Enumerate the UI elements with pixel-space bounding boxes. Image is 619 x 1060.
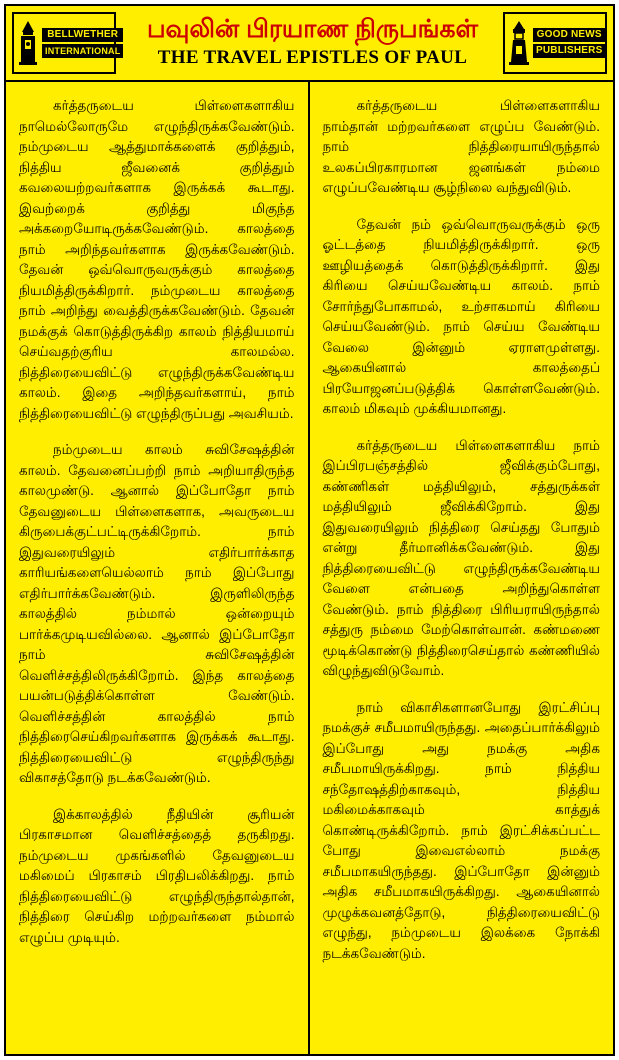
paragraph: கர்த்தருடைய பிள்ளைகளாகிய நாமெல்லோருமே எழுந்திருக்கவேண்டும். நம்முடைய ஆத்துமாக்களைக் குறித்தும், நித்திய ஜீவனைக் குறித்தும் கவலையற்றவர்களாக இருக்கக் கூடாது. இவற்றைக் குறித்து மிகுந்த அக்கறையோடிருக்கவேண்டும். காலத்தை நாம் அறிந்தவர்களாக இருக்கவேண்டும். தேவன் ஒவ்வொருவருக்கும் காலத்தை நியமித்திருக்கிறார். நம்முடைய காலத்தை நாம் அறிந்து வைத்திருக்கவேண்டும். தேவன் நமக்குக் கொடுத்திருக்கிற காலம் நித்தியமாய் செய்வதற்குரிய காலமல்ல. நித்திரையைவிட்டு எழுந்திருக்கவேண்டிய காலம். இதை அறிந்தவர்களாய், நாம் நித்திரையைவிட்டு எழுந்திருப்பது அவசியம்.: [19, 98, 295, 421]
bellwether-international-logo: [12, 12, 121, 74]
paragraph: இக்காலத்தில் நீதியின் சூரியன் பிரகாசமான வெளிச்சத்தைத் தருகிறது. நம்முடைய முகங்களில் தேவனுடைய மகிமைப் பிரகாசம் பிரதிபலிக்கிறது. நாம் நித்திரையைவிட்டு எழுந்திருந்தால்தான், நித்திரை செய்கிற மற்றவர்களை நம்மால் எழுப்ப முடியும்.: [19, 806, 295, 945]
bellwether-logo-line1: BELLWETHER: [42, 28, 123, 42]
page-header: [6, 6, 613, 82]
lighthouse-icon: [508, 19, 530, 67]
body-columns: [6, 82, 613, 1054]
title-tamil: பவுலின் பிரயாண நிருபங்கள்: [146, 15, 479, 44]
title-english: THE TRAVEL EPISTLES OF PAUL: [157, 46, 468, 68]
paragraph: கர்த்தருடைய பிள்ளைகளாகிய நாம்தான் மற்றவர்களை எழுப்ப வேண்டும். நாம் நித்திரையாயிருந்தால் உலகப்பிரகாரமான ஜனங்கள் நம்மை எழுப்பவேண்டிய சூழ்நிலை வந்துவிடும்.: [322, 98, 600, 195]
good-news-logo-line1: GOOD NEWS: [533, 28, 605, 42]
column-right: [310, 82, 614, 1054]
paragraph: நாம் விகாசிகளானபோது இரட்சிப்பு நமக்குச் சமீபமாயிருந்தது. அதைப்பார்க்கிலும் இப்போது அது நமக்கு அதிக சமீபமாயிருக்கிறது. நாம் நித்திய சந்தோஷத்திற்காகவும், நித்திய மகிமைக்காகவும் காத்துக் கொண்டிருக்கிறோம். நாம் இரட்சிக்கப்பட்ட போது இவைஎல்லாம் நமக்கு சமீபமாகயிருந்தது. இப்போதோ இன்னும் அதிக சமீபமாகயிருக்கிறது. ஆகையினால் முழுக்கவனத்தோடு, நித்திரையைவிட்டு எழுந்து, நம்முடைய இலக்கை நோக்கி நடக்கவேண்டும்.: [322, 699, 600, 961]
good-news-logo-text: [533, 28, 605, 58]
good-news-publishers-logo: [503, 12, 607, 74]
page-title: [122, 6, 503, 80]
column-left: [6, 82, 310, 1054]
paragraph: கர்த்தருடைய பிள்ளைகளாகிய நாம் இப்பிரபஞ்சத்தில் ஜீவிக்கும்போது, கண்ணிகள் மத்தியிலும், சத்துருக்கள் மத்தியிலும் ஜீவிக்கிறோம். இது இதுவரையிலும் நித்திரை செய்தது போதும் என்று தீர்மானிக்கவேண்டும். இது நித்திரையைவிட்டு எழுந்திருக்கவேண்டிய வேளை என்பதை அறிந்துகொள்ள வேண்டும். நாம் நித்திரை பிரியராயிருந்தால் சத்துரு நம்மை மேற்கொள்வான். கண்மணை மூடிக்கொண்டு நித்திரைசெய்தால் கண்ணியில் விழுந்துவிடுவோம்.: [322, 437, 600, 678]
bellwether-logo-line2: INTERNATIONAL: [42, 44, 123, 58]
tract-sheet: [4, 4, 615, 1056]
good-news-logo-line2: PUBLISHERS: [533, 44, 605, 58]
bell-tower-icon: [17, 19, 39, 67]
paragraph: நம்முடைய காலம் சுவிசேஷத்தின் காலம். தேவனைப்பற்றி நாம் அறியாதிருந்த காலமுண்டு. ஆனால் இப்போதோ நாம் தேவனுடைய பிள்ளைகளாக, அவருடைய கிருபைக்குட்பட்டிருக்கிறோம். நாம் இதுவரையிலும் எதிர்பார்க்காத காரியங்களையெல்லாம் நாம் இப்போது எதிர்பார்க்கவேண்டும். இருளிலிருந்த காலத்தில் நம்மால் ஒன்றையும் பார்க்கமுடியவில்லை. ஆனால் இப்போதோ நாம் சுவிசேஷத்தின் வெளிச்சத்திலிருக்கிறோம். இந்த காலத்தை பயன்படுத்திக்கொள்ள வேண்டும். வெளிச்சத்தின் காலத்தில் நாம் நித்திரைசெய்கிறவர்களாக இருக்கக் கூடாது. நித்திரையைவிட்டு எழுந்திருந்து விகாசத்தோடு நடக்கவேண்டும்.: [19, 442, 295, 785]
paragraph: தேவன் நம் ஒவ்வொருவருக்கும் ஒரு ஓட்டத்தை நியமித்திருக்கிறார். ஒரு ஊழியத்தைக் கொடுத்திருக்கிறார். இது கிரியை செய்யவேண்டிய காலம். நாம் சோர்ந்துபோகாமல், உற்சாகமாய் கிரியை செய்யவேண்டும். நாம் செய்ய வேண்டிய வேலை இன்னும் ஏராளமுள்ளது. ஆகையினால் காலத்தைப் பிரயோஜனப்படுத்திக் கொள்ளவேண்டும். காலம் மிகவும் முக்கியமானது.: [322, 216, 600, 416]
bellwether-logo-text: [42, 28, 123, 58]
